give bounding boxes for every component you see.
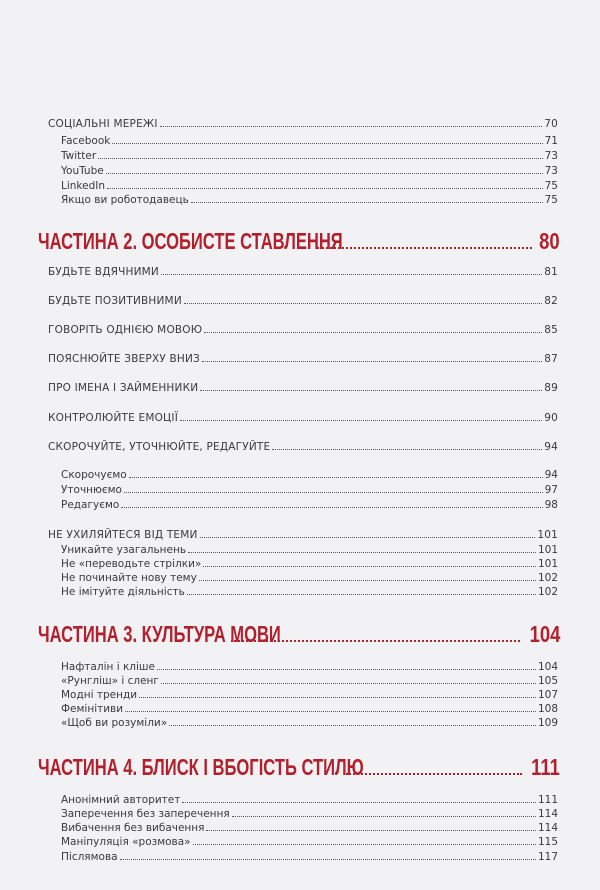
toc-label: ГОВОРІТЬ ОДНІЄЮ МОВОЮ (48, 324, 203, 336)
toc-part-heading[interactable] (38, 228, 560, 254)
toc-subitem[interactable] (61, 543, 558, 557)
toc-page-number: 114 (537, 808, 558, 820)
toc-label: Вибачення без вибачення (61, 822, 205, 834)
toc-label: Маніпуляція «розмова» (61, 836, 191, 848)
toc-page-number: 80 (539, 228, 560, 254)
toc-page-number: 102 (537, 586, 558, 598)
toc-page-number: 117 (537, 851, 558, 863)
toc-page-number: 102 (537, 572, 558, 584)
toc-subitem[interactable] (61, 498, 558, 512)
toc-subitem[interactable] (61, 835, 558, 849)
leader-dots (120, 850, 536, 860)
toc-label: Не «переводьте стрілки» (61, 558, 202, 570)
leader-dots (98, 149, 542, 159)
toc-page-number: 101 (537, 544, 558, 556)
toc-page-number: 111 (531, 754, 560, 780)
toc-subitem[interactable] (61, 483, 558, 497)
toc-page-number: 111 (537, 794, 558, 806)
toc-page-number: 70 (544, 118, 558, 130)
leader-dots (125, 702, 536, 712)
toc-page-number: 115 (537, 836, 558, 848)
leader-dots (121, 498, 542, 508)
toc-page-number: 107 (537, 689, 558, 701)
toc-label: Післямова (61, 851, 118, 863)
toc-page-number: 75 (544, 194, 558, 206)
toc-subitem[interactable] (61, 164, 558, 178)
leader-dots (107, 179, 543, 189)
toc-subitem[interactable] (61, 821, 558, 835)
toc-label: Уточнюємо (61, 484, 122, 496)
leader-dots (200, 381, 542, 391)
leader-dots (346, 756, 522, 775)
leader-dots (272, 440, 542, 450)
toc-subitem[interactable] (61, 134, 558, 148)
toc-page-number: 75 (544, 180, 558, 192)
toc-label: ЧАСТИНА 3. КУЛЬТУРА МОВИ (38, 621, 281, 647)
toc-page-number: 98 (544, 499, 558, 511)
toc-subitem[interactable] (61, 557, 558, 571)
leader-dots (232, 807, 536, 817)
toc-page-number: 104 (529, 621, 560, 647)
toc-label: СКОРОЧУЙТЕ, УТОЧНЮЙТЕ, РЕДАГУЙТЕ (48, 441, 271, 453)
toc-label: Не імітуйте діяльність (61, 586, 185, 598)
toc-subitem[interactable] (61, 149, 558, 163)
toc-label: Скорочуємо (61, 469, 127, 481)
toc-page-number: 89 (544, 382, 558, 394)
toc-section[interactable] (48, 352, 558, 366)
toc-section[interactable] (48, 117, 558, 131)
leader-dots (112, 134, 542, 144)
toc-subitem[interactable] (61, 660, 558, 674)
toc-label: ПОЯСНЮЙТЕ ЗВЕРХУ ВНИЗ (48, 353, 200, 365)
toc-subitem[interactable] (61, 807, 558, 821)
toc-section[interactable] (48, 528, 558, 542)
toc-part-heading[interactable] (38, 621, 560, 647)
leader-dots (204, 323, 542, 333)
toc-page-number: 94 (544, 441, 558, 453)
toc-page-number: 71 (544, 135, 558, 147)
leader-dots (193, 835, 536, 845)
toc-label: КОНТРОЛЮЙТЕ ЕМОЦІЇ (48, 412, 178, 424)
toc-subitem[interactable] (61, 850, 558, 864)
leader-dots (203, 557, 536, 567)
toc-label: LinkedIn (61, 180, 106, 192)
toc-label: «Рунгліш» і сленг (61, 675, 159, 687)
leader-dots (161, 674, 536, 684)
toc-subitem[interactable] (61, 688, 558, 702)
toc-label: Facebook (61, 135, 111, 147)
leader-dots (160, 117, 543, 127)
leader-dots (200, 528, 536, 538)
toc-label: СОЦІАЛЬНІ МЕРЕЖІ (48, 118, 158, 130)
toc-page-number: 105 (537, 675, 558, 687)
toc-page-number: 87 (544, 353, 558, 365)
leader-dots (206, 821, 535, 831)
toc-label: Редагуємо (61, 499, 120, 511)
toc-section[interactable] (48, 381, 558, 395)
toc-subitem[interactable] (61, 193, 558, 207)
leader-dots (184, 294, 542, 304)
toc-subitem[interactable] (61, 585, 558, 599)
toc-page-number: 81 (544, 266, 558, 278)
toc-section[interactable] (48, 294, 558, 308)
toc-page-number: 101 (537, 529, 558, 541)
toc-label: YouTube (61, 165, 104, 177)
leader-dots (129, 468, 543, 478)
toc-label: «Щоб ви розуміли» (61, 717, 168, 729)
toc-subitem[interactable] (61, 571, 558, 585)
toc-label: ЧАСТИНА 4. БЛИСК І ВБОГІСТЬ СТИЛЮ (38, 754, 364, 780)
leader-dots (187, 585, 536, 595)
toc-label: НЕ УХИЛЯЙТЕСЯ ВІД ТЕМИ (48, 529, 198, 541)
toc-label: Уникайте узагальнень (61, 544, 187, 556)
toc-page-number: 85 (544, 324, 558, 336)
toc-label: БУДЬТЕ ПОЗИТИВНИМИ (48, 295, 182, 307)
leader-dots (106, 164, 543, 174)
toc-label: ЧАСТИНА 2. ОСОБИСТЕ СТАВЛЕННЯ (38, 228, 343, 254)
toc-label: Якщо ви роботодавець (61, 194, 189, 206)
toc-subitem[interactable] (61, 674, 558, 688)
toc-label: Не починайте нову тему (61, 572, 197, 584)
toc-page-number: 73 (544, 150, 558, 162)
toc-section[interactable] (48, 440, 558, 454)
toc-subitem[interactable] (61, 793, 558, 807)
leader-dots (202, 352, 542, 362)
toc-section[interactable] (48, 323, 558, 337)
toc-label: Нафталін і кліше (61, 661, 155, 673)
toc-page-number: 104 (537, 661, 558, 673)
leader-dots (180, 411, 542, 421)
toc-label: БУДЬТЕ ВДЯЧНИМИ (48, 266, 159, 278)
toc-page-number: 109 (537, 717, 558, 729)
toc-section[interactable] (48, 265, 558, 279)
toc-section[interactable] (48, 411, 558, 425)
leader-dots (169, 716, 536, 726)
toc-page-number: 94 (544, 469, 558, 481)
toc-page-number: 73 (544, 165, 558, 177)
toc-page-number: 97 (544, 484, 558, 496)
leader-dots (199, 571, 536, 581)
leader-dots (139, 688, 536, 698)
toc-label: Фемінітиви (61, 703, 124, 715)
toc-page-number: 82 (544, 295, 558, 307)
leader-dots (317, 230, 532, 249)
toc-page-number: 90 (544, 412, 558, 424)
toc-part-heading[interactable] (38, 754, 560, 780)
toc-subitem[interactable] (61, 702, 558, 716)
leader-dots (157, 660, 536, 670)
toc-page-number: 101 (537, 558, 558, 570)
leader-dots (161, 265, 542, 275)
toc-subitem[interactable] (61, 716, 558, 730)
toc-page-number: 114 (537, 822, 558, 834)
toc-subitem[interactable] (61, 179, 558, 193)
toc-label: Twitter (61, 150, 97, 162)
leader-dots (182, 793, 536, 803)
toc-label: Анонімний авторитет (61, 794, 181, 806)
toc-label: Модні тренди (61, 689, 138, 701)
toc-label: ПРО ІМЕНА І ЗАЙМЕННИКИ (48, 382, 199, 394)
leader-dots (124, 483, 543, 493)
leader-dots (191, 193, 543, 203)
leader-dots (188, 543, 536, 553)
toc-subitem[interactable] (61, 468, 558, 482)
toc-page-number: 108 (537, 703, 558, 715)
toc-label: Заперечення без заперечення (61, 808, 230, 820)
